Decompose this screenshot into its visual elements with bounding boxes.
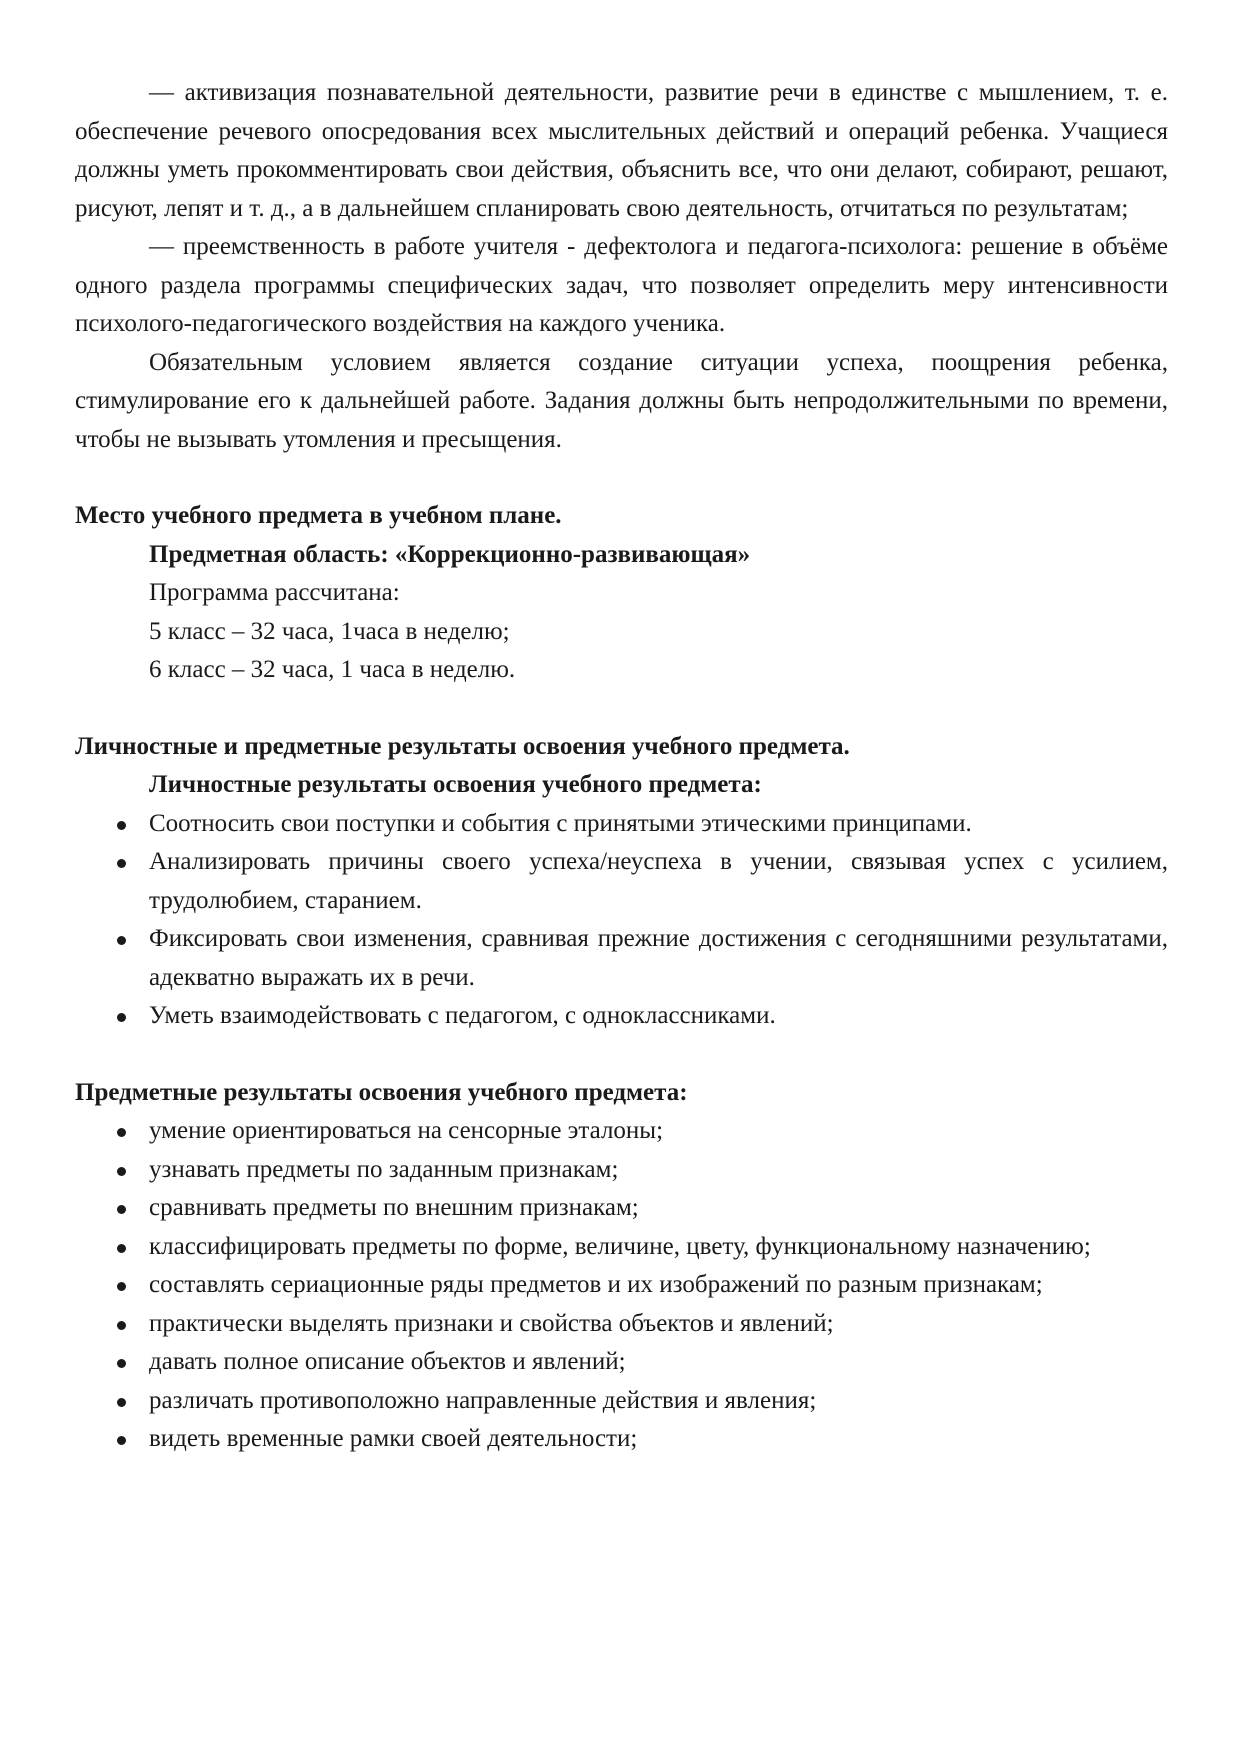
results-heading: Личностные и предметные результаты освоения учебного предмета. bbox=[75, 732, 850, 760]
list-item bbox=[75, 1420, 1168, 1459]
bullet-icon bbox=[117, 859, 126, 868]
bullet-icon bbox=[117, 1282, 126, 1291]
intro-paragraph-3: Обязательным условием является создание ситуации успеха, поощрения ребенка, стимулирование его к дальнейшей работе. Задания должны быть непродолжительными по времени, чтобы не вызывать утомления и пресыщения. bbox=[75, 348, 1168, 453]
grade6-hours: 6 класс – 32 часа, 1 часа в неделю. bbox=[149, 656, 516, 683]
bullet-icon bbox=[117, 1321, 126, 1330]
list-item-text: классифицировать предметы по форме, величине, цвету, функциональному назначению; bbox=[149, 1232, 1091, 1260]
bullet-icon bbox=[117, 821, 126, 830]
bullet-icon bbox=[117, 1128, 126, 1137]
intro-paragraph-2: — преемственность в работе учителя - дефектолога и педагога-психолога: решение в объёме одного раздела программы специфических задач, что позволяет определить меру интенсивности психолого-педагогического воздействия на каждого ученика. bbox=[75, 233, 1168, 337]
intro-paragraph-1: — активизация познавательной деятельности, развитие речи в единстве с мышлением, т. е. обеспечение речевого опосредования всех мыслительных действий и операций ребенка. Учащиеся должны уметь прокомментировать свои действия, объяснить все, что они делают, собирают, решают, рисуют, лепят и т. д., а в дальнейшем спланировать свою деятельность, отчитаться по результатам; bbox=[75, 79, 1168, 222]
bullet-icon bbox=[117, 1436, 126, 1445]
program-label: Программа рассчитана: bbox=[149, 579, 400, 606]
spacer bbox=[75, 459, 1168, 497]
list-item-text: Уметь взаимодействовать с педагогом, с одноклассниками. bbox=[149, 1002, 776, 1029]
list-item-text: Анализировать причины своего успеха/неуспеха в учении, связывая успех с усилием, трудолюбием, старанием. bbox=[149, 848, 1168, 914]
spacer bbox=[75, 1036, 1168, 1074]
list-item bbox=[75, 1305, 1168, 1344]
list-item-text: узнавать предметы по заданным признакам; bbox=[149, 1155, 619, 1183]
list-item bbox=[75, 1112, 1168, 1151]
bullet-icon bbox=[117, 1167, 126, 1176]
personal-results-list bbox=[75, 805, 1168, 1036]
bullet-icon bbox=[117, 1205, 126, 1214]
list-item-text: составлять сериационные ряды предметов и их изображений по разным признакам; bbox=[149, 1271, 1043, 1298]
list-item-text: различать противоположно направленные действия и явления; bbox=[149, 1386, 817, 1414]
list-item bbox=[75, 1382, 1168, 1421]
list-item bbox=[75, 1228, 1168, 1267]
bullet-icon bbox=[117, 1013, 126, 1022]
bullet-icon bbox=[117, 1244, 126, 1253]
spacer bbox=[75, 690, 1168, 728]
list-item-text: видеть временные рамки своей деятельности; bbox=[149, 1425, 638, 1452]
subject-area-heading: Предметная область: «Коррекционно-развивающая» bbox=[149, 540, 751, 568]
list-item bbox=[75, 1151, 1168, 1190]
bullet-icon bbox=[117, 936, 126, 945]
list-item-text: сравнивать предметы по внешним признакам; bbox=[149, 1194, 639, 1221]
bullet-icon bbox=[117, 1398, 126, 1407]
bullet-icon bbox=[117, 1359, 126, 1368]
grade5-hours: 5 класс – 32 часа, 1часа в неделю; bbox=[149, 617, 510, 645]
list-item-text: практически выделять признаки и свойства объектов и явлений; bbox=[149, 1309, 834, 1337]
list-item-text: Соотносить свои поступки и события с принятыми этическими принципами. bbox=[149, 809, 972, 837]
personal-results-heading: Личностные результаты освоения учебного предмета: bbox=[149, 771, 762, 798]
list-item bbox=[75, 843, 1168, 920]
list-item-text: давать полное описание объектов и явлений; bbox=[149, 1348, 626, 1375]
list-item-text: умение ориентироваться на сенсорные эталоны; bbox=[149, 1117, 664, 1144]
list-item bbox=[75, 1189, 1168, 1228]
document-page bbox=[75, 74, 1168, 1459]
place-heading: Место учебного предмета в учебном плане. bbox=[75, 502, 562, 529]
list-item bbox=[75, 1266, 1168, 1305]
list-item-text: Фиксировать свои изменения, сравнивая прежние достижения с сегодняшними результатами, адекватно выражать их в речи. bbox=[149, 925, 1168, 991]
list-item bbox=[75, 920, 1168, 997]
list-item bbox=[75, 805, 1168, 844]
list-item bbox=[75, 997, 1168, 1036]
subject-results-list bbox=[75, 1112, 1168, 1459]
list-item bbox=[75, 1343, 1168, 1382]
subject-results-heading: Предметные результаты освоения учебного предмета: bbox=[75, 1078, 688, 1106]
